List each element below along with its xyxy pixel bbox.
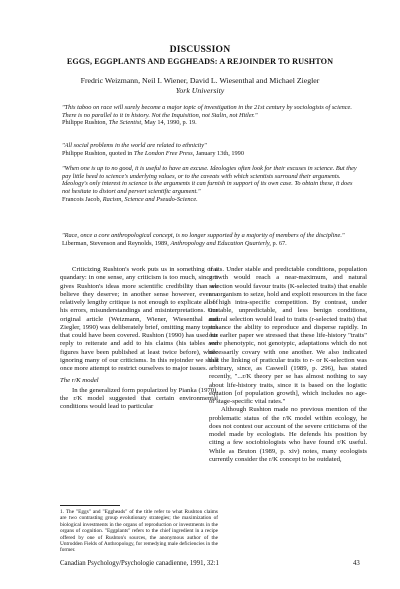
section-title: DISCUSSION bbox=[169, 44, 231, 55]
author-affiliation: York University bbox=[175, 86, 225, 95]
footnote-divider bbox=[60, 505, 120, 506]
body-paragraph: In the generalized form popularized by Pianka (1970), the r/K model suggested that certain environmental conditions would lead to particular bbox=[60, 386, 218, 410]
epigraph-quote: "This taboo on race will surely become a major topic of investigation in the 21st century by sociologists of science. There is no parallel to it in history. Not the Inquisition, not Stalin, not Hitler." bbox=[62, 104, 352, 119]
epigraph-source: Liberman, Stevenson and Reynolds, 1989, Anthropology and Education Quarterly, p. 67. bbox=[62, 239, 287, 247]
author-list: Fredric Weizmann, Neil I. Wiener, David L. Wiesenthal and Michael Ziegler bbox=[80, 76, 320, 85]
epigraph-source: Philippe Rushton, The Scientist, May 14, 1990, p. 19. bbox=[62, 119, 197, 127]
epigraph-source: Philippe Rushton, quoted in The London Free Press, January 13th, 1990 bbox=[62, 149, 244, 157]
section-heading: The r/K model bbox=[60, 377, 99, 385]
body-paragraph: Criticizing Rushton's work puts us in something of a quandary: in one sense, any criticism is too much, since it gives Rushton's ideas more scientific credibility than we believe they deserve; in another sense however, even a relatively lengthy critique is not enough to explicate all of his errors, misunderstandings and misinterpretations. Our original article (Weizmann, Wiener, Wiesenthal and Ziegler, 1990) was deliberately brief, omitting many topics that could have been covered. Rushton (1990) has used his reply to reiterate and add to his claims (his tables and figures have been published at least twice before), while ignoring many of our criticisms. In this rejoinder we shall once more attempt to restrict ourselves to major issues. bbox=[60, 266, 218, 372]
epigraph-3 bbox=[62, 165, 362, 204]
epigraph-quote: "All social problems in the world are related to ethnicity" bbox=[62, 142, 207, 149]
epigraph-2 bbox=[62, 142, 362, 157]
journal-citation: Canadian Psychology/Psychologie canadienne, 1991, 32:1 bbox=[60, 560, 219, 567]
body-paragraph: Although Rushton made no previous mention of the problematic status of the r/K model within ecology, he does not contest our account of the severe criticisms of the model made by ecologists. He defends his position by citing a few sociobiologists who have found r/K useful. While as Bruton (1989, p. xiv) notes, many ecologists currently consider the r/K concept to be outdated, bbox=[209, 406, 367, 463]
page-number: 43 bbox=[353, 560, 360, 567]
body-paragraph: traits. Under stable and predictable conditions, population growth would reach a near-maximum, and natural selection would favour traits (K-selected traits) that enable an organism to seize, hold and exploit resources in the face of high intra-specific competition. By contrast, under unstable, unpredictable, and less benign conditions, natural selection would lead to traits (r-selected traits) that enhance the ability to reproduce and disperse rapidly. In our earlier paper we stressed that these life-history "traits" were phenotypic, not genotypic, adaptations which do not necessarily covary with one another. We also indicated that the linking of praticular traits to r- or K-selection was arbitrary, since, as Caswell (1989, p. 296), has stated recently, "...r/K theory per se has almost nothing to say about life-history traits, since it is based on the logistic equation [of population growth], which includes no age- or stage-specific vital rates." bbox=[209, 266, 367, 405]
epigraph-quote: "Race, once a core anthropological concept, is no longer supported by a majority of members of the discipline." bbox=[62, 232, 345, 239]
article-title: EGGS, EGGPLANTS AND EGGHEADS: A REJOINDER TO RUSHTON bbox=[66, 57, 334, 66]
epigraph-quote: "When one is up to no good, it is useful to have an excuse. Ideologies often look for their excuses in science. But they pay little heed to science's underlying values, or to the caveats with which scientists surround their arguments. Ideology's only interest in science is the arguments it can furnish in support of its own case. To obtain these, it does not hesitate to distort and pervert scientific argument." bbox=[62, 165, 357, 196]
right-column bbox=[209, 266, 367, 464]
footnote: 1. The "Eggs" and "Eggheads" of the title refer to what Rushton claims are two contrasting group evolutionary strategies; the maximization of biological investments in the organs of reproduction or investments in the organs of cognition. "Eggplants" refers to the chief ingredient in a recipe offered by one of Rushton's sources, the anonymous author of the Untrodden Fields of Anthropology, for remedying male deficiencies in the former. bbox=[60, 509, 218, 554]
epigraph-1 bbox=[62, 104, 362, 127]
epigraph-source: Francois Jacob, Racism, Science and Pseudo-Science. bbox=[62, 195, 198, 203]
epigraph-4 bbox=[62, 232, 362, 247]
left-column bbox=[60, 266, 218, 411]
